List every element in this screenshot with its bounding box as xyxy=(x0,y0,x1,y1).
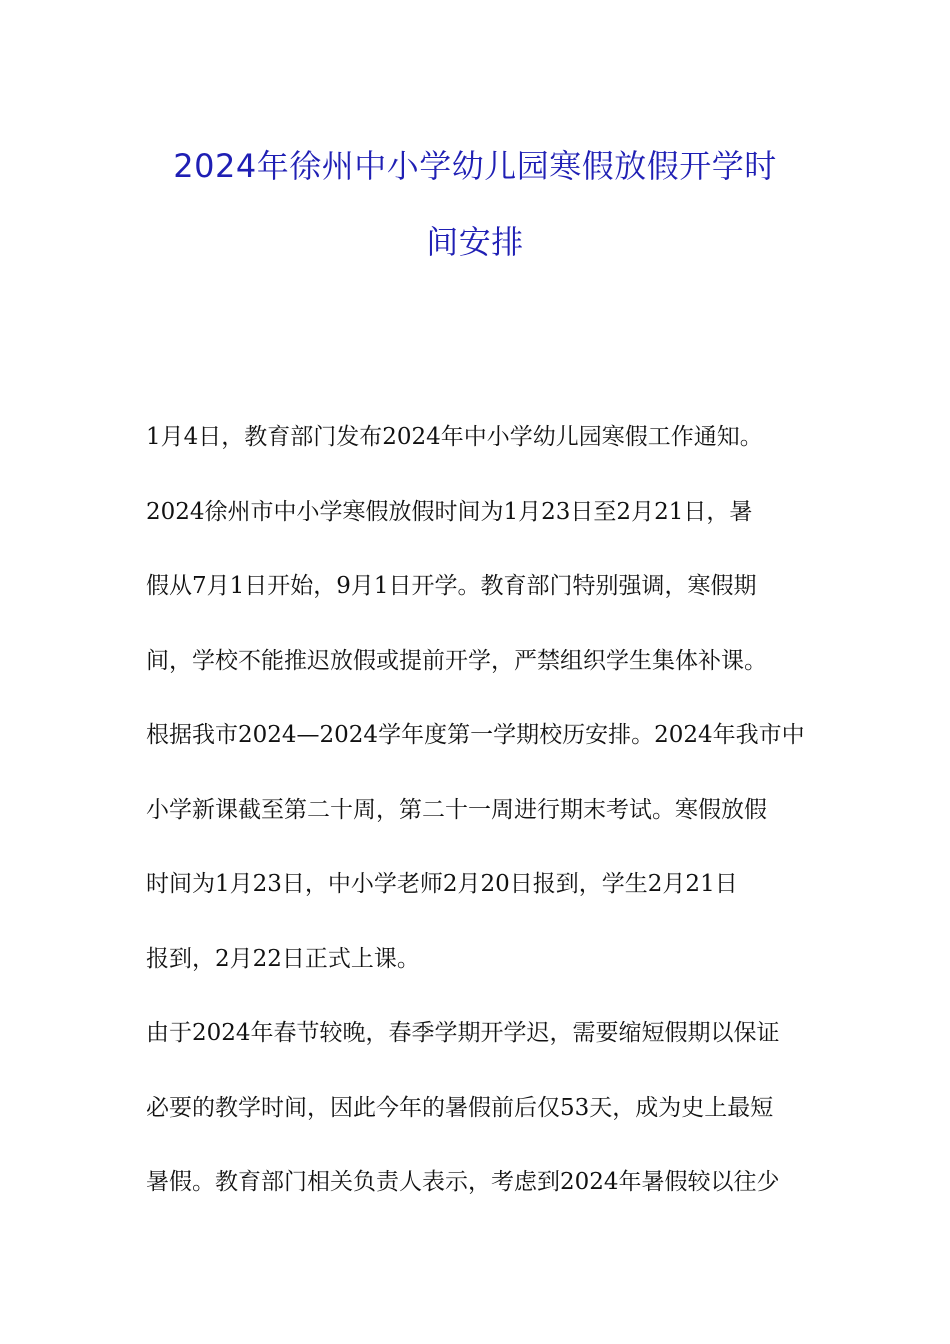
body-line: 报到，2月22日正式上课。 xyxy=(146,945,420,972)
body-line: 必要的教学时间，因此今年的暑假前后仅53天，成为史上最短 xyxy=(146,1094,774,1121)
body-line: 小学新课截至第二十周，第二十一周进行期末考试。寒假放假 xyxy=(146,796,767,823)
body-line: 假从7月1日开始，9月1日开学。教育部门特别强调，寒假期 xyxy=(146,573,757,599)
body-line: 由于2024年春节较晚，春季学期开学迟，需要缩短假期以保证 xyxy=(146,1020,780,1046)
title-line-2: 间安排 xyxy=(426,223,524,261)
body-line: 暑假。教育部门相关负责人表示，考虑到2024年暑假较以往少 xyxy=(146,1169,780,1195)
body-line: 间，学校不能推迟放假或提前开学，严禁组织学生集体补课。 xyxy=(146,647,767,674)
document-body xyxy=(146,412,826,1232)
document-title xyxy=(0,128,950,280)
body-line: 时间为1月23日，中小学老师2月20日报到，学生2月21日 xyxy=(146,871,738,897)
body-line: 2024徐州市中小学寒假放假时间为1月23日至2月21日，暑 xyxy=(146,498,753,525)
title-line-1: 2024年徐州中小学幼儿园寒假放假开学时 xyxy=(173,147,777,185)
body-line: 根据我市2024—2024学年度第一学期校历安排。2024年我市中 xyxy=(146,722,805,748)
body-line: 1月4日，教育部门发布2024年中小学幼儿园寒假工作通知。 xyxy=(146,424,763,450)
